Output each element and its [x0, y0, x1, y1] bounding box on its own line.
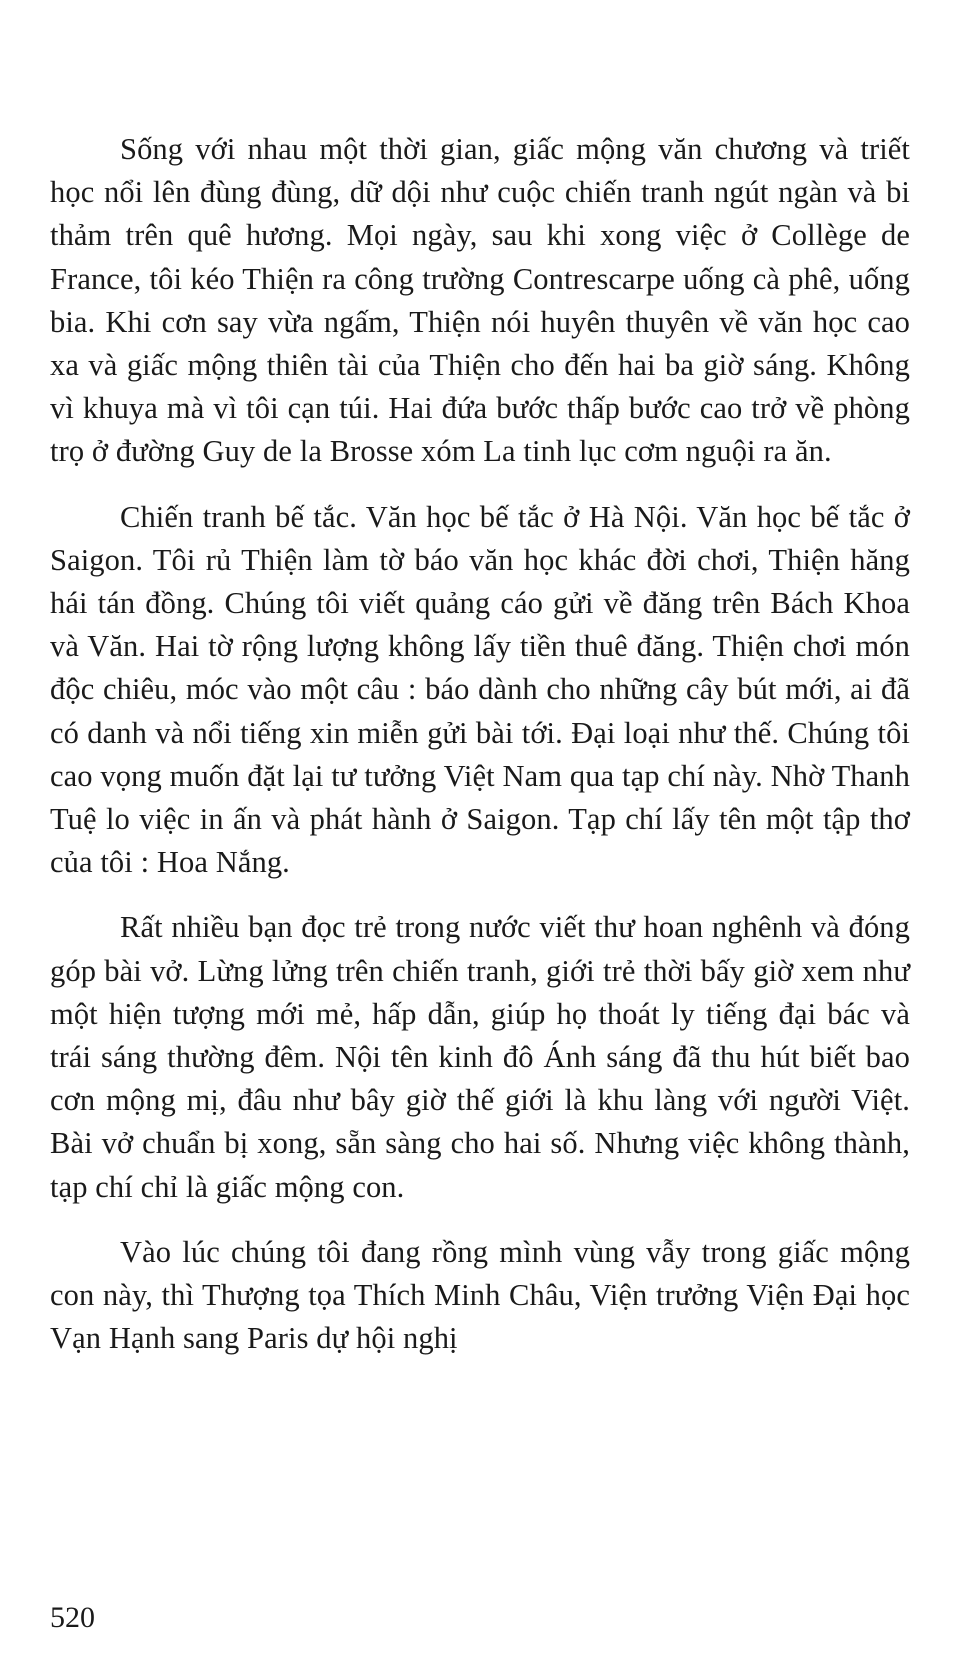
page-number: 520 — [50, 1601, 95, 1634]
paragraph-2: Chiến tranh bế tắc. Văn học bế tắc ở Hà Nội. Văn học bế tắc ở Saigon. Tôi rủ Thiện làm tờ báo văn học khác đời chơi, Thiện hăng hái tán đồng. Chúng tôi viết quảng cáo gửi về đăng trên Bách Khoa và Văn. Hai tờ rộng lượng không lấy tiền thuê đăng. Thiện chơi món độc chiêu, móc vào một câu : báo dành cho những cây bút mới, ai đã có danh và nổi tiếng xin miễn gửi bài tới. Đại loại như thế. Chúng tôi cao vọng muốn đặt lại tư tưởng Việt Nam qua tạp chí này. Nhờ Thanh Tuệ lo việc in ấn và phát hành ở Saigon. Tạp chí lấy tên một tập thơ của tôi : Hoa Nắng. — [50, 499, 910, 880]
paragraph-3: Rất nhiều bạn đọc trẻ trong nước viết thư hoan nghênh và đóng góp bài vở. Lừng lửng trên chiến tranh, giới trẻ thời bấy giờ xem như một hiện tượng mới mẻ, hấp dẫn, giúp họ thoát ly tiếng đại bác và trái sáng thường đêm. Nội tên kinh đô Ánh sáng đã thu hút biết bao cơn mộng mị, đâu như bây giờ thế giới là khu làng với người Việt. Bài vở chuẩn bị xong, sẵn sàng cho hai số. Nhưng việc không thành, tạp chí chỉ là giấc mộng con. — [50, 910, 910, 1204]
paragraph-4: Vào lúc chúng tôi đang rồng mình vùng vẫy trong giấc mộng con này, thì Thượng tọa Thích Minh Châu, Viện trưởng Viện Đại học Vạn Hạnh sang Paris dự hội nghị — [50, 1234, 910, 1356]
page-body — [50, 128, 910, 1382]
paragraph-1: Sống với nhau một thời gian, giấc mộng văn chương và triết học nổi lên đùng đùng, dữ dội như cuộc chiến tranh ngút ngàn và bi thảm trên quê hương. Mọi ngày, sau khi xong việc ở Collège de France, tôi kéo Thiện ra công trường Contrescarpe uống cà phê, uống bia. Khi cơn say vừa ngấm, Thiện nói huyên thuyên về văn học cao xa và giấc mộng thiên tài của Thiện cho đến hai ba giờ sáng. Không vì khuya mà vì tôi cạn túi. Hai đứa bước thấp bước cao trở về phòng trọ ở đường Guy de la Brosse xóm La tinh lục cơm nguội ra ăn. — [50, 132, 910, 469]
